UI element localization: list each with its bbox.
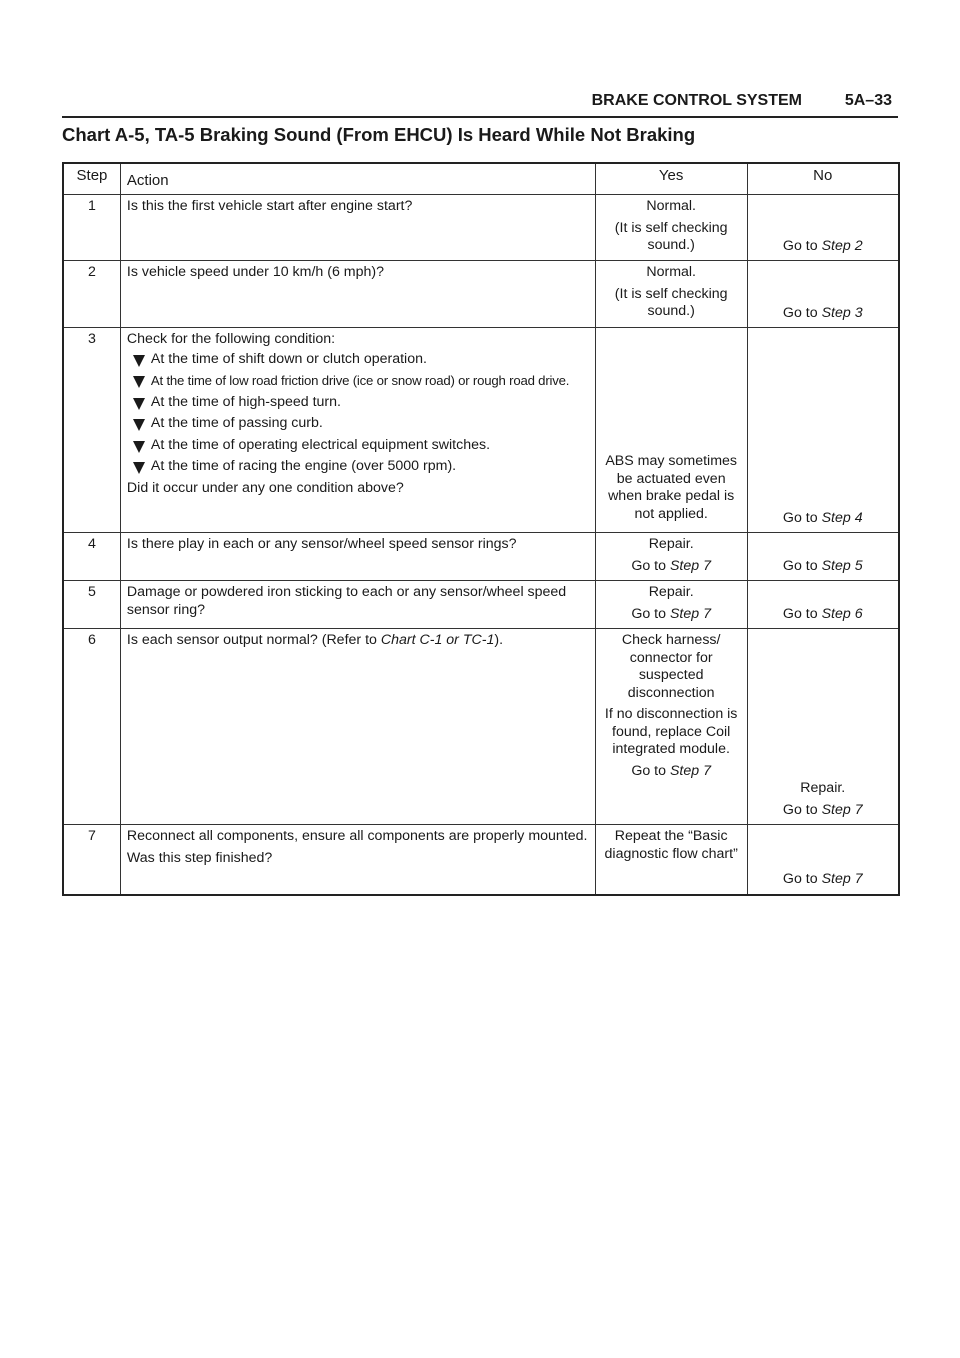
condition-list bbox=[127, 351, 589, 476]
yes-cell bbox=[595, 328, 747, 533]
action-text: Is vehicle speed under 10 km/h (6 mph)? bbox=[120, 261, 595, 328]
column-header-yes: Yes bbox=[595, 163, 747, 195]
list-item bbox=[127, 458, 589, 476]
no-cell bbox=[747, 533, 899, 581]
yes-cell bbox=[595, 825, 747, 895]
page-header bbox=[62, 88, 898, 118]
no-step-ref: Step 3 bbox=[821, 304, 863, 321]
yes-result: ABS may sometimes be actuated even when brake pedal is not applied. bbox=[605, 453, 737, 522]
action-text: Is there play in each or any sensor/wheel speed sensor rings? bbox=[120, 533, 595, 581]
no-goto-text: Go to bbox=[782, 237, 822, 254]
yes-goto bbox=[602, 606, 741, 624]
column-header-no: No bbox=[747, 163, 899, 195]
no-goto-text: Go to bbox=[782, 304, 822, 321]
action-text: Damage or powdered iron sticking to each or any sensor/wheel speed sensor ring? bbox=[120, 581, 595, 629]
action-cell bbox=[120, 328, 595, 533]
yes-note: (It is self checking sound.) bbox=[614, 285, 728, 319]
bullet-triangle-icon bbox=[133, 355, 145, 367]
no-step-ref: Step 4 bbox=[821, 509, 863, 526]
step-number: 5 bbox=[63, 581, 120, 629]
yes-result: Repair. bbox=[648, 536, 694, 552]
action-text-end: ). bbox=[494, 632, 504, 648]
table-header-row bbox=[63, 163, 899, 195]
no-step-ref: Step 5 bbox=[821, 557, 863, 574]
chart-title: Chart A-5, TA-5 Braking Sound (From EHCU) Is Heard While Not Braking bbox=[62, 124, 696, 145]
list-item bbox=[127, 415, 589, 433]
yes-result: Normal. bbox=[646, 198, 696, 214]
bullet-triangle-icon bbox=[133, 441, 145, 453]
no-goto-text: Go to bbox=[782, 605, 822, 622]
condition-text: At the time of shift down or clutch operation. bbox=[150, 350, 427, 367]
action-cell bbox=[120, 825, 595, 895]
no-cell bbox=[747, 261, 899, 328]
no-cell bbox=[747, 825, 899, 895]
no-step-ref: Step 7 bbox=[821, 871, 863, 887]
no-cell bbox=[747, 629, 899, 825]
step-number: 7 bbox=[63, 825, 120, 895]
condition-text: At the time of operating electrical equipment switches. bbox=[150, 436, 491, 453]
column-header-action: Action bbox=[120, 163, 595, 195]
page-number: 5A–33 bbox=[844, 92, 892, 109]
bullet-triangle-icon bbox=[133, 376, 145, 388]
yes-result: Normal. bbox=[646, 264, 696, 280]
bullet-triangle-icon bbox=[133, 398, 145, 410]
no-step-ref: Step 7 bbox=[821, 801, 863, 818]
no-step-ref: Step 6 bbox=[821, 605, 863, 622]
action-text: Is this the first vehicle start after engine start? bbox=[120, 195, 595, 261]
yes-step-ref: Step 7 bbox=[669, 557, 711, 574]
no-cell bbox=[747, 581, 899, 629]
bullet-triangle-icon bbox=[133, 462, 145, 474]
yes-cell bbox=[595, 533, 747, 581]
list-item bbox=[127, 372, 589, 390]
action-intro: Check for the following condition: bbox=[126, 331, 336, 347]
yes-note: If no disconnection is found, replace Coil integrated module. bbox=[604, 706, 738, 757]
chart-reference: Chart C-1 or TC-1 bbox=[380, 632, 495, 648]
yes-cell bbox=[595, 581, 747, 629]
no-cell bbox=[747, 195, 899, 261]
table-row bbox=[63, 581, 899, 629]
table-row bbox=[63, 328, 899, 533]
no-goto-text: Go to bbox=[782, 801, 822, 818]
list-item bbox=[127, 437, 589, 455]
yes-note: (It is self checking sound.) bbox=[614, 219, 728, 253]
table-row bbox=[63, 261, 899, 328]
yes-goto bbox=[602, 558, 741, 576]
list-item bbox=[127, 351, 589, 369]
yes-goto bbox=[602, 763, 741, 781]
table-row bbox=[63, 825, 899, 895]
condition-text: At the time of high-speed turn. bbox=[150, 393, 341, 410]
condition-text: At the time of passing curb. bbox=[150, 415, 323, 431]
action-text: Is each sensor output normal? (Refer to bbox=[126, 632, 381, 648]
table-row bbox=[63, 629, 899, 825]
step-number: 1 bbox=[63, 195, 120, 261]
step-number: 4 bbox=[63, 533, 120, 581]
no-result: Repair. bbox=[800, 780, 846, 796]
list-item bbox=[127, 394, 589, 412]
yes-result: Repeat the “Basic diagnostic flow chart” bbox=[604, 828, 738, 862]
yes-step-ref: Step 7 bbox=[669, 605, 711, 622]
action-question: Was this step finished? bbox=[126, 849, 273, 866]
yes-goto-text: Go to bbox=[631, 557, 670, 574]
no-goto-text: Go to bbox=[782, 509, 822, 526]
no-goto-text: Go to bbox=[782, 557, 822, 574]
no-goto bbox=[754, 802, 892, 820]
yes-cell bbox=[595, 629, 747, 825]
condition-text: At the time of low road friction drive (ice or snow road) or rough road drive. bbox=[150, 373, 570, 388]
action-question: Did it occur under any one condition above? bbox=[126, 479, 404, 496]
yes-goto-text: Go to bbox=[631, 762, 670, 779]
table-row bbox=[63, 533, 899, 581]
column-header-step: Step bbox=[63, 163, 120, 195]
yes-goto-text: Go to bbox=[631, 605, 670, 622]
yes-cell bbox=[595, 195, 747, 261]
no-cell bbox=[747, 328, 899, 533]
yes-cell bbox=[595, 261, 747, 328]
action-cell bbox=[120, 629, 595, 825]
yes-result: Check harness/ connector for suspected disconnection bbox=[621, 632, 721, 701]
no-goto-text: Go to bbox=[782, 871, 822, 887]
yes-step-ref: Step 7 bbox=[669, 762, 711, 779]
action-text: Reconnect all components, ensure all components are properly mounted. bbox=[126, 828, 588, 844]
bullet-triangle-icon bbox=[133, 419, 145, 431]
step-number: 6 bbox=[63, 629, 120, 825]
no-step-ref: Step 2 bbox=[821, 237, 863, 254]
yes-result: Repair. bbox=[648, 584, 694, 600]
step-number: 2 bbox=[63, 261, 120, 328]
condition-text: At the time of racing the engine (over 5000 rpm). bbox=[150, 458, 457, 474]
diagnostic-table bbox=[62, 162, 900, 896]
table-row bbox=[63, 195, 899, 261]
step-number: 3 bbox=[63, 328, 120, 533]
section-title: BRAKE CONTROL SYSTEM bbox=[591, 92, 802, 109]
